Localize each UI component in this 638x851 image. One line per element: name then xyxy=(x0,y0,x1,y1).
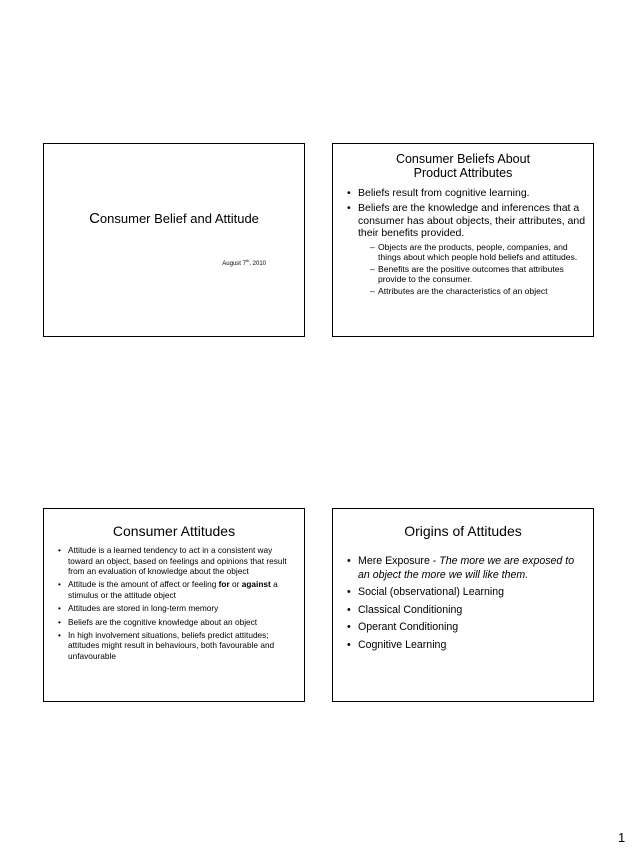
slide-2-title: Consumer Beliefs About Product Attributes xyxy=(395,152,531,181)
bullet-item: • In high involvement situations, beliefs predict attitudes; attitudes might result in behaviours, both favourable and unfavourable xyxy=(58,630,294,661)
page-number: 1 xyxy=(618,830,626,845)
bullet-item: • Attitudes are stored in long-term memory xyxy=(58,603,294,613)
bullet-item: • Beliefs are the cognitive knowledge about an object xyxy=(58,617,294,627)
bullet-item: • Attitude is the amount of affect or feeling for or against a stimulus or the attitude object xyxy=(58,579,294,600)
slide-2 xyxy=(332,143,594,337)
slide-3 xyxy=(43,508,305,702)
bullet-item: • Social (observational) Learning xyxy=(347,586,585,600)
bullet-item: • Operant Conditioning xyxy=(347,621,585,635)
bullet-item: • Attitude is a learned tendency to act in a consistent way toward an object, based on feelings and opinions that result from an evaluation of knowledge about the object xyxy=(58,545,294,576)
slide-4-bullets xyxy=(347,555,585,652)
bullet-item: • Cognitive Learning xyxy=(347,639,585,653)
bullet-item: • Beliefs result from cognitive learning. xyxy=(347,187,587,200)
slide-4-title: Origins of Attitudes xyxy=(404,523,522,539)
slide-2-bullets xyxy=(347,187,587,296)
slide-3-bullets xyxy=(58,545,294,661)
slide-1-title: Consumer Belief and Attitude xyxy=(89,210,259,227)
sub-bullet-item: – Objects are the products, people, companies, and things about which people hold beliefs and attitudes. xyxy=(370,242,587,262)
sub-bullets xyxy=(370,242,587,296)
bullet-item: • Classical Conditioning xyxy=(347,604,585,618)
slide-3-title: Consumer Attitudes xyxy=(112,523,236,539)
slide-1 xyxy=(43,143,305,337)
bullet-item: • Mere Exposure - The more we are exposed to an object the more we will like them. xyxy=(347,555,585,582)
sub-bullet-item: – Benefits are the positive outcomes that attributes provide to the consumer. xyxy=(370,264,587,284)
slide-4 xyxy=(332,508,594,702)
slide-1-date: August 7th, 2010 xyxy=(222,258,266,267)
sub-bullet-item: – Attributes are the characteristics of an object xyxy=(370,286,587,296)
bullet-item: • Beliefs are the knowledge and inferences that a consumer has about objects, their attributes, and their benefits provided. – Objects are the products, people, companies, and things about which people hold beliefs and attitudes. – Benefits are the positive outcomes that attributes provide to the consumer. – Attributes are the characteristics of an object xyxy=(347,202,587,296)
